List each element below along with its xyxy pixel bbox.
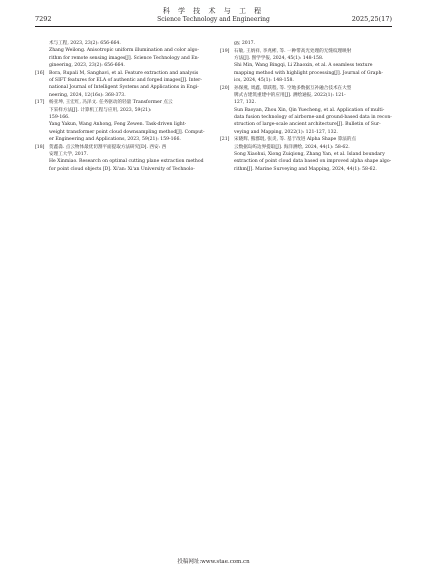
- reference-text-line: Sun Baoyan, Zhou Xin, Qin Yuecheng, et al. Application of multi-: [234, 107, 385, 113]
- reference-number: [19]: [220, 48, 230, 54]
- reference-text-line: 安理工大学, 2017.: [49, 151, 89, 157]
- reference-number: [20]: [220, 85, 230, 91]
- reference-text-line: Yang Yakun, Wang Anhong, Feng Zewen. Task-driven light-: [49, 122, 187, 128]
- reference-text-line: Bora, Rupali M, Sanghavi, et al. Feature extraction and analysis: [49, 70, 199, 76]
- reference-text-line: Song Xiaohui, Xiong Zuiqiong, Zhang Yan, et al. Island boundary: [234, 151, 385, 157]
- reference-text-line: 云数据岛屿边界提取[J]. 海洋测绘, 2024, 44(1): 58-62.: [234, 144, 350, 150]
- reference-entry: [220, 85, 392, 136]
- reference-text-line: He Xinmiao. Research on optimal cutting plane extraction method: [49, 159, 204, 165]
- references-right-column: [220, 40, 392, 173]
- reference-text-line: data fusion technology of airborne-and ground-based data in recon-: [234, 114, 392, 120]
- reference-text-line: struction of large-scale ancient architecture[J]. Bulletin of Sur-: [234, 122, 381, 128]
- reference-text-line: 杨亚坤, 王宏红, 冯泽文. 任务驱动的轻量 Transformer 点云: [49, 100, 173, 106]
- reference-text-line: 孙保燕, 周鑫, 覃跃程, 等. 空地多数据互补融合技术在大型: [234, 85, 352, 91]
- page-number: 7292: [35, 15, 52, 23]
- reference-entry: [220, 48, 392, 84]
- reference-text-line: 159-166.: [49, 114, 70, 120]
- reference-number: [18]: [35, 144, 45, 150]
- reference-text-line: er Engineering and Applications, 2023, 59(21): 159-166.: [49, 136, 181, 142]
- reference-text-line: 贺鑫淼. 点云物体最优切割平面提取方法研究[D]. 西安: 西: [49, 144, 167, 150]
- reference-text-line: 下采样方法[J]. 计算机工程与应用, 2023, 59(21):: [49, 107, 152, 113]
- journal-title-english: Science Technology and Engineering: [157, 16, 270, 23]
- reference-text-line: 石敏, 王炳祥, 李兆彬, 等. 一种带高光处理的无缝纹理映射: [234, 48, 352, 54]
- reference-text-line: 127, 132.: [234, 100, 256, 106]
- reference-text-line: Shi Min, Wang Bingqi, Li Zhaoxin, et al. A seamless texture: [234, 63, 373, 69]
- reference-entry: [35, 144, 207, 173]
- journal-title-chinese: 科 学 技 术 与 工 程: [162, 7, 265, 15]
- reference-text-line: 牌式古建筑重建中的应用[J]. 测绘通报, 2022(1): 121-: [234, 93, 346, 99]
- reference-entry: [220, 136, 392, 172]
- reference-entry: [220, 40, 392, 47]
- page-header: [0, 0, 427, 30]
- reference-text-line: 术与工程, 2023, 23(2): 656-664.: [49, 41, 121, 46]
- reference-text-line: rithm for remote sensing images[J]. Science Technology and En-: [49, 55, 200, 61]
- reference-text-line: national Journal of Intelligent Systems and Applications in Engi-: [49, 85, 199, 91]
- reference-entry: [35, 70, 207, 99]
- reference-entry: [35, 99, 207, 143]
- reference-text-line: ics, 2024, 45(1): 148-158.: [234, 77, 294, 83]
- reference-number: [17]: [35, 100, 45, 106]
- references-left-column: [35, 40, 207, 173]
- reference-text-line: mapping method with highlight processing[J]. Journal of Graph-: [234, 70, 383, 76]
- reference-number: [16]: [35, 70, 45, 76]
- reference-text-line: extraction of point cloud data based on improved alpha shape algo-: [234, 159, 392, 165]
- reference-text-line: 方法[J]. 图学学报, 2024, 45(1): 148-158.: [234, 56, 324, 62]
- page-footer[interactable]: 投稿网址:www.stae.com.cn: [177, 559, 250, 565]
- reference-text-line: weight transformer point cloud downsampling method[J]. Comput-: [49, 129, 205, 135]
- reference-text-line: rithm[J]. Marine Surveying and Mapping, 2024, 44(1): 58-62.: [234, 166, 377, 172]
- reference-number: [21]: [220, 137, 230, 143]
- issue-info: 2025,25(17): [351, 15, 392, 23]
- reference-entry: [35, 40, 207, 69]
- reference-text-line: of SIFT features for ELA of authentic and forged images[J]. Inter-: [49, 77, 202, 83]
- reference-text-line: neering, 2024, 12(16s): 368-373.: [49, 92, 126, 98]
- reference-text-line: for point cloud objects [D]. Xi'an: Xi'an University of Technolo-: [49, 166, 195, 172]
- header-rule: [35, 26, 392, 27]
- reference-text-line: gineering, 2023, 23(2): 656-664.: [49, 62, 125, 68]
- reference-text-line: veying and Mapping, 2022(1): 121-127, 132.: [234, 129, 338, 135]
- reference-text-line: gy, 2017.: [234, 41, 255, 46]
- reference-text-line: Zhang Weilong. Anisotropic uniform illumination and color algo-: [49, 48, 200, 54]
- reference-text-line: 宋晓辉, 熊郡琨, 张炎, 等. 基于改进 Alpha Shape 算法的点: [234, 137, 357, 143]
